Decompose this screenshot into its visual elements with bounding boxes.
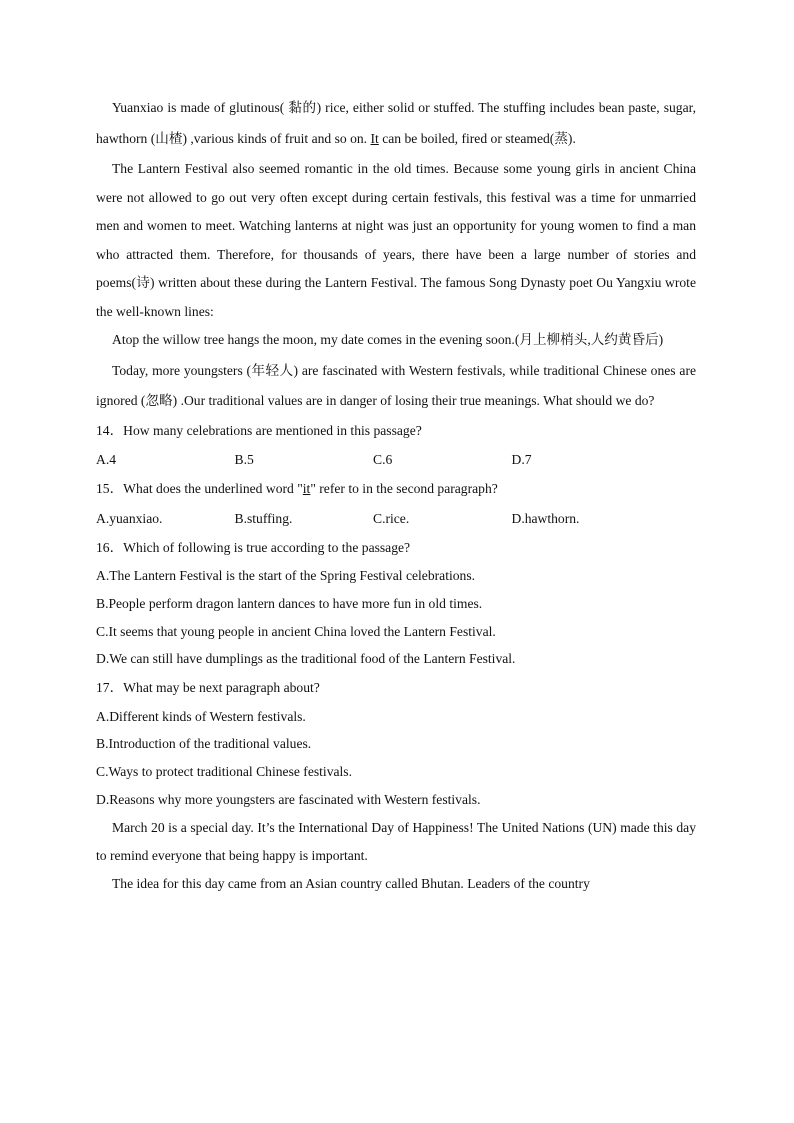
passage-paragraph-4: Today, more youngsters (年轻人) are fascinated with Western festivals, while traditional Chinese ones are ignored (忽略) .Our traditional values are in danger of losing their true meanings. What should we do? xyxy=(96,362,696,408)
question-15-stem-post: " refer to in the second paragraph? xyxy=(310,481,498,496)
question-17-option-a: A.Different kinds of Western festivals. xyxy=(96,708,306,724)
question-17-option-c: C.Ways to protect traditional Chinese festivals. xyxy=(96,764,352,780)
document-page xyxy=(96,92,696,898)
paragraph-1-text-b: can be boiled, fired or steamed(蒸). xyxy=(378,131,576,146)
question-14-stem: 14．How many celebrations are mentioned in this passage? xyxy=(96,422,422,438)
passage-paragraph-5: March 20 is a special day. It’s the International Day of Happiness! The United Nations (UN) made this day to remind everyone that being happy is important. xyxy=(96,819,696,863)
underlined-it: It xyxy=(370,131,379,146)
option-d: D.7 xyxy=(511,452,532,467)
option-a: A.4 xyxy=(96,452,117,467)
option-d: D.hawthorn. xyxy=(511,510,580,526)
underlined-it-ref: it xyxy=(302,481,311,496)
question-16-option-a: A.The Lantern Festival is the start of the Spring Festival celebrations. xyxy=(96,568,476,583)
question-15-stem-pre: 15．What does the underlined word " xyxy=(96,481,303,496)
question-16-option-b: B.People perform dragon lantern dances to have more fun in old times. xyxy=(96,595,483,611)
option-b: B.5 xyxy=(234,452,254,467)
passage-paragraph-1 xyxy=(96,92,696,154)
option-c: C.rice. xyxy=(373,510,410,526)
passage-paragraph-3: Atop the willow tree hangs the moon, my date comes in the evening soon.(月上柳梢头,人约黄昏后) xyxy=(112,332,664,347)
option-b: B.stuffing. xyxy=(234,510,293,526)
question-16-option-d: D.We can still have dumplings as the traditional food of the Lantern Festival. xyxy=(96,651,516,667)
question-15-stem xyxy=(96,474,696,504)
question-17-option-b: B.Introduction of the traditional values. xyxy=(96,736,312,752)
option-a: A.yuanxiao. xyxy=(96,510,163,526)
question-16-stem: 16．Which of following is true according to the passage? xyxy=(96,539,411,555)
paragraph-1-text-a: Yuanxiao is made of glutinous( 黏的) rice, either solid or stuffed. The stuffing includes bean paste, sugar, hawthorn (山楂) ,various kinds of fruit and so on. xyxy=(96,100,696,146)
question-17-option-d: D.Reasons why more youngsters are fascinated with Western festivals. xyxy=(96,792,481,808)
question-14-options xyxy=(96,445,696,474)
question-16-option-c: C.It seems that young people in ancient China loved the Lantern Festival. xyxy=(96,623,496,639)
question-15-options xyxy=(96,504,696,533)
passage-paragraph-2: The Lantern Festival also seemed romantic in the old times. Because some young girls in ancient China were not allowed to go out very often except during certain festivals, this festival was a time for unmarried men and women to meet. Watching lanterns at night was just an opportunity for young women to find a man who attracted them. Therefore, for thousands of years, there have been a large number of stories and poems(诗) written about these during the Lantern Festival. The famous Song Dynasty poet Ou Yangxiu wrote the well-known lines: xyxy=(96,161,696,319)
option-c: C.6 xyxy=(373,452,393,467)
question-17-stem: 17．What may be next paragraph about? xyxy=(96,680,320,696)
passage-paragraph-6: The idea for this day came from an Asian country called Bhutan. Leaders of the country xyxy=(112,875,590,891)
